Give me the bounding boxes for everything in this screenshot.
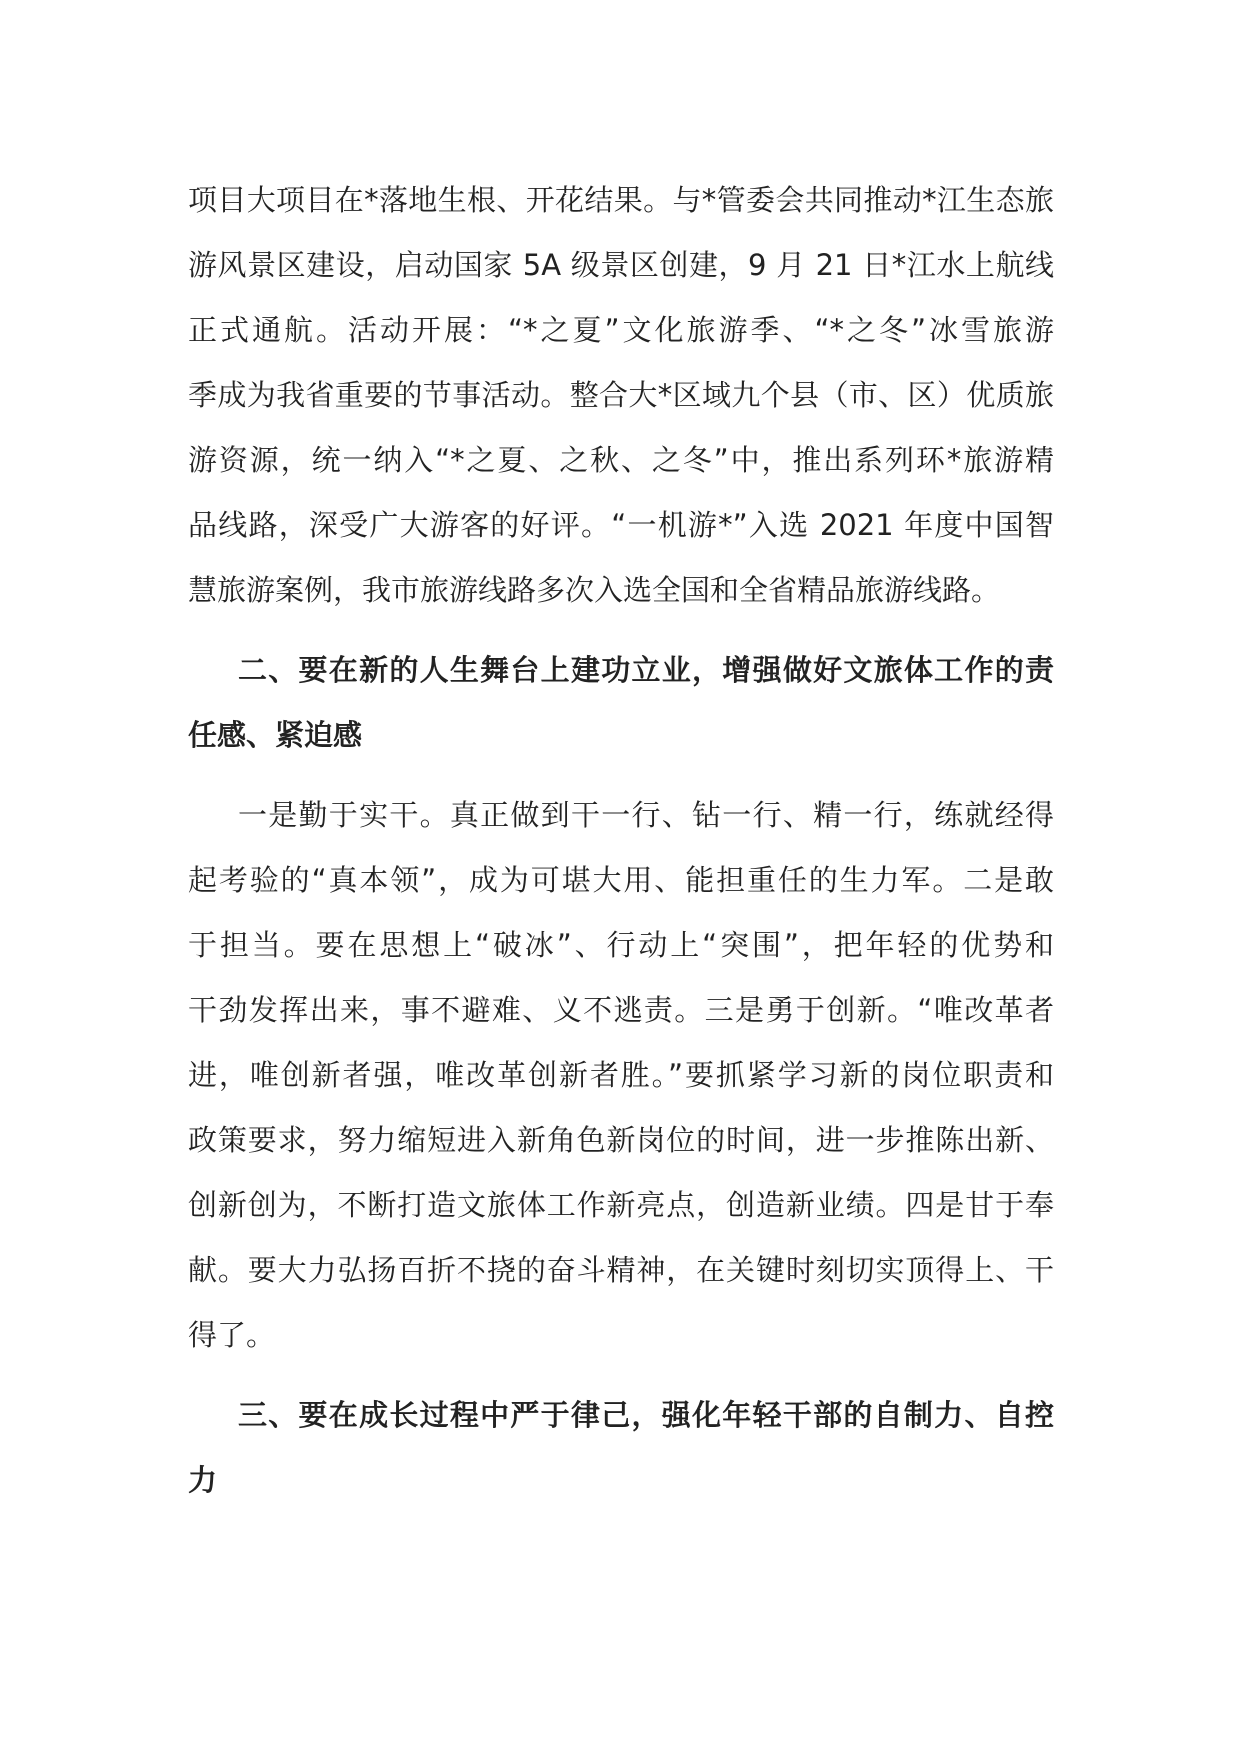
paragraph-line: 品线路，深受广大游客的好评。“一机游*”入选 2021 年度中国智 (188, 508, 1054, 542)
paragraph-line: 于担当。要在思想上“破冰”、行动上“突围”，把年轻的优势和 (188, 928, 1054, 962)
paragraph-four-points (188, 783, 1054, 1368)
paragraph-line: 游资源，统一纳入“*之夏、之秋、之冬”中，推出系列环*旅游精 (188, 443, 1054, 477)
heading-line: 力 (188, 1463, 218, 1497)
section-heading-2 (188, 638, 1054, 768)
paragraph-line: 季成为我省重要的节事活动。整合大*区域九个县（市、区）优质旅 (188, 378, 1054, 412)
paragraph-line: 项目大项目在*落地生根、开花结果。与*管委会共同推动*江生态旅 (188, 183, 1054, 217)
heading-line: 三、要在成长过程中严于律己，强化年轻干部的自制力、自控 (238, 1398, 1054, 1432)
paragraph-line: 起考验的“真本领”，成为可堪大用、能担重任的生力军。二是敢 (188, 863, 1054, 897)
heading-line: 二、要在新的人生舞台上建功立业，增强做好文旅体工作的责 (238, 653, 1054, 687)
heading-line: 任感、紧迫感 (188, 718, 363, 752)
paragraph-line: 干劲发挥出来，事不避难、义不逃责。三是勇于创新。“唯改革者 (188, 993, 1054, 1027)
section-heading-3 (188, 1383, 1054, 1513)
paragraph-tourism-achievements (188, 168, 1054, 623)
paragraph-line: 慧旅游案例，我市旅游线路多次入选全国和全省精品旅游线路。 (188, 573, 1001, 607)
spacer (188, 768, 1054, 783)
paragraph-line: 得了。 (188, 1318, 276, 1352)
paragraph-line: 创新创为，不断打造文旅体工作新亮点，创造新业绩。四是甘于奉 (188, 1188, 1054, 1222)
paragraph-line: 政策要求，努力缩短进入新角色新岗位的时间，进一步推陈出新、 (188, 1123, 1054, 1157)
paragraph-line: 游风景区建设，启动国家 5A 级景区创建，9 月 21 日*江水上航线 (188, 248, 1054, 282)
paragraph-line: 献。要大力弘扬百折不挠的奋斗精神，在关键时刻切实顶得上、干 (188, 1253, 1054, 1287)
paragraph-line: 正式通航。活动开展：“*之夏”文化旅游季、“*之冬”冰雪旅游 (188, 313, 1054, 347)
paragraph-line: 进，唯创新者强，唯改革创新者胜。”要抓紧学习新的岗位职责和 (188, 1058, 1054, 1092)
spacer (188, 1368, 1054, 1383)
paragraph-line: 一是勤于实干。真正做到干一行、钻一行、精一行，练就经得 (238, 798, 1054, 832)
document-body (188, 168, 1054, 1513)
spacer (188, 623, 1054, 638)
